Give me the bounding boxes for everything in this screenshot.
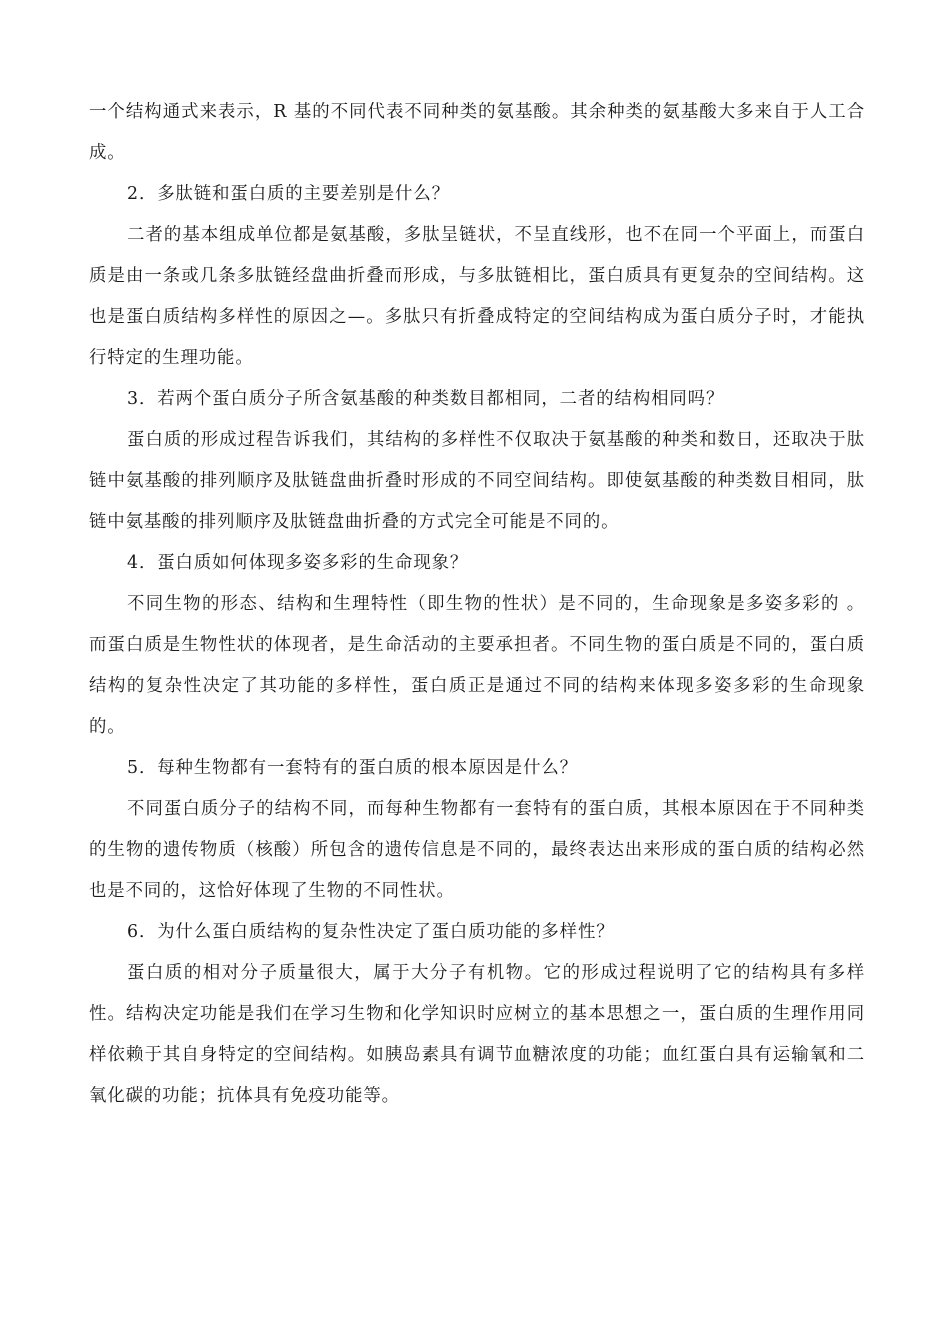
answer-4: 不同生物的形态、结构和生理特性（即生物的性状）是不同的，生命现象是多姿多彩的 。而蛋白质是生物性状的体现者，是生命活动的主要承担者。不同生物的蛋白质是不同的，蛋白质结构的复杂性决定了其功能的多样性，蛋白质正是通过不同的结构来体现多姿多彩的生命现象的。 xyxy=(89,594,865,737)
question-4: 4．蛋白质如何体现多姿多彩的生命现象？ xyxy=(127,553,469,573)
question-6: 6．为什么蛋白质结构的复杂性决定了蛋白质功能的多样性？ xyxy=(127,922,615,942)
question-2: 2．多肽链和蛋白质的主要差别是什么？ xyxy=(127,184,450,204)
answer-6: 蛋白质的相对分子质量很大，属于大分子有机物。它的形成过程说明了它的结构具有多样性。结构决定功能是我们在学习生物和化学知识时应树立的基本思想之一，蛋白质的生理作用同样依赖于其自身特定的空间结构。如胰岛素具有调节血糖浓度的功能；血红蛋白具有运输氧和二氧化碳的功能；抗体具有免疫功能等。 xyxy=(89,963,865,1106)
question-3: 3．若两个蛋白质分子所含氨基酸的种类数目都相同，二者的结构相同吗？ xyxy=(127,389,725,409)
answer-3: 蛋白质的形成过程告诉我们，其结构的多样性不仅取决于氨基酸的种类和数日，还取决于肽链中氨基酸的排列顺序及肽链盘曲折叠时形成的不同空间结构。即使氨基酸的种类数目相同，肽链中氨基酸的排列顺序及肽链盘曲折叠的方式完全可能是不同的。 xyxy=(89,430,865,532)
answer-2: 二者的基本组成单位都是氨基酸，多肽呈链状，不呈直线形，也不在同一个平面上，而蛋白质是由一条或几条多肽链经盘曲折叠而形成，与多肽链相比，蛋白质具有更复杂的空间结构。这也是蛋白质结构多样性的原因之—。多肽只有折叠成特定的空间结构成为蛋白质分子时，才能执行特定的生理功能。 xyxy=(89,225,865,368)
document-page xyxy=(89,92,865,1117)
answer-5: 不同蛋白质分子的结构不同，而每种生物都有一套特有的蛋白质，其根本原因在于不同种类的生物的遗传物质（核酸）所包含的遗传信息是不同的，最终表达出来形成的蛋白质的结构必然也是不同的，这恰好体现了生物的不同性状。 xyxy=(89,799,865,901)
question-5: 5．每种生物都有一套特有的蛋白质的根本原因是什么？ xyxy=(127,758,578,778)
intro-continuation: 一个结构通式来表示，R 基的不同代表不同种类的氨基酸。其余种类的氨基酸大多来自于人工合成。 xyxy=(89,102,865,163)
